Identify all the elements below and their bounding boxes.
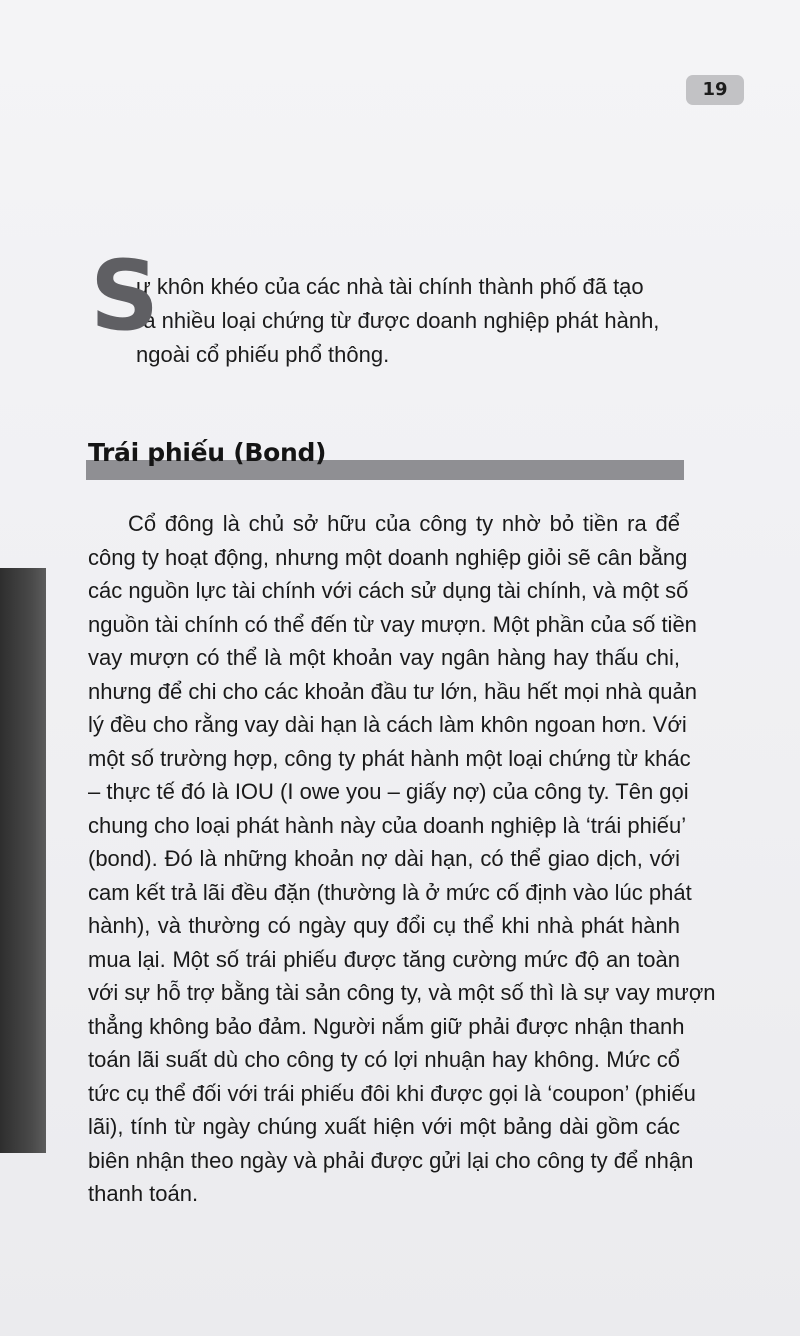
text-line: nhưng để chi cho các khoản đầu tư lớn, hầu hết mọi nhà quản — [88, 678, 697, 704]
intro-paragraph — [90, 240, 690, 372]
body-paragraph — [88, 507, 716, 1211]
text-line: một số trường hợp, công ty phát hành một loại chứng từ khác — [88, 745, 691, 771]
page-number: 19 — [686, 75, 744, 105]
text-line: (bond). Đó là những khoản nợ dài hạn, có thể giao dịch, với — [88, 846, 680, 871]
text-line: thẳng không bảo đảm. Người nắm giữ phải được nhận thanh — [88, 1013, 685, 1039]
text-line: mua lại. Một số trái phiếu được tăng cường mức độ an toàn — [88, 946, 680, 972]
text-line: lý đều cho rằng vay dài hạn là cách làm khôn ngoan hơn. Với — [88, 712, 687, 737]
text-line: các nguồn lực tài chính với cách sử dụng tài chính, và một số — [88, 578, 689, 603]
text-line: – thực tế đó là IOU (I owe you – giấy nợ) của công ty. Tên gọi — [88, 779, 689, 804]
text-line: thanh toán. — [88, 1181, 199, 1206]
intro-line: ự khôn khéo của các nhà tài chính thành phố đã tạo — [136, 274, 644, 299]
intro-line: ngoài cổ phiếu phổ thông. — [136, 342, 390, 367]
drop-cap: S — [90, 240, 160, 352]
text-line: vay mượn có thể là một khoản vay ngân hàng hay thấu chi, — [88, 645, 680, 670]
text-line: lãi), tính từ ngày chúng xuất hiện với một bảng dài gồm các — [88, 1114, 680, 1139]
text-line: tức cụ thể đối với trái phiếu đôi khi được gọi là ‘coupon’ (phiếu — [88, 1080, 696, 1106]
text-line: với sự hỗ trợ bằng tài sản công ty, và một số thì là sự vay mượn — [88, 980, 716, 1005]
text-line: chung cho loại phát hành này của doanh nghiệp là ‘trái phiếu’ — [88, 812, 687, 838]
text-line: nguồn tài chính có thể đến từ vay mượn. Một phần của số tiền — [88, 611, 697, 637]
text-line: biên nhận theo ngày và phải được gửi lại cho công ty để nhận — [88, 1147, 694, 1173]
text-line: công ty hoạt động, nhưng một doanh nghiệp giỏi sẽ cân bằng — [88, 544, 688, 570]
intro-line: ra nhiều loại chứng từ được doanh nghiệp phát hành, — [136, 308, 660, 333]
page-edge-shadow — [0, 568, 46, 1153]
text-line: hành), và thường có ngày quy đổi cụ thể khi nhà phát hành — [88, 913, 680, 938]
section-heading: Trái phiếu (Bond) — [88, 438, 327, 467]
text-line: Cổ đông là chủ sở hữu của công ty nhờ bỏ tiền ra để — [128, 511, 680, 536]
text-line: toán lãi suất dù cho công ty có lợi nhuận hay không. Mức cổ — [88, 1047, 680, 1072]
text-line: cam kết trả lãi đều đặn (thường là ở mức cố định vào lúc phát — [88, 879, 692, 905]
intro-text — [90, 270, 690, 372]
